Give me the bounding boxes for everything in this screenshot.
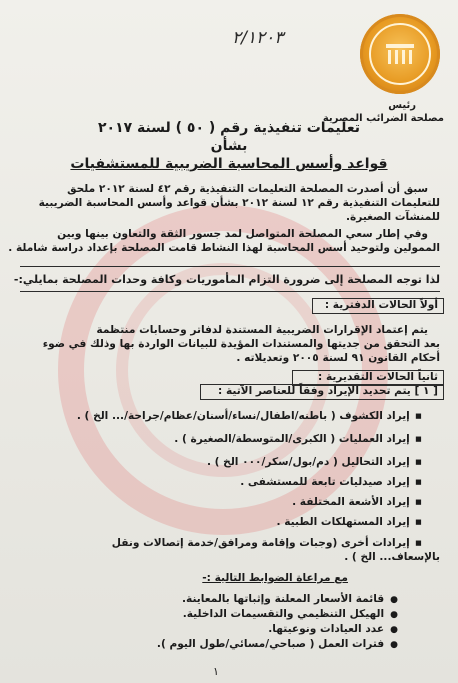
- reference-number: ٢/١٢٠٣: [232, 28, 284, 48]
- section-2-heading: ثانياً الحالات التقديرية :: [318, 371, 438, 383]
- section-1-heading: أولاً الحالات الدفترية :: [324, 299, 438, 311]
- intro-line: وفي إطار سعي المصلحة المتواصل لمد جسور الثقة والتعاون بينها وبين: [57, 228, 428, 240]
- revenue-item: ▪ إيراد الكشوف ( باطنه/اطفال/نساء/أسنان/عظام/جراحة/... الخ ) .: [77, 410, 422, 423]
- header-organization: مصلحة الضرائب المصرية: [322, 113, 444, 124]
- intro-line: للتعليمات التنفيذية رقم ١٢ لسنة ٢٠١٢ بشأن قواعد وأسس المحاسبة الضريبية: [38, 197, 440, 209]
- section-1-text: يتم إعتماد الإقرارات الضريبية المستندة لدفاتر وحسابات منتظمة: [96, 324, 428, 336]
- divider: [20, 266, 440, 267]
- revenue-item: ▪ إيراد العمليات ( الكبرى/المتوسطة/الصغيرة ) .: [174, 433, 422, 446]
- revenue-item: ▪ إيراد الأشعة المختلفة .: [292, 496, 422, 509]
- document-title: تعليمات تنفيذية رقم ( ٥٠ ) لسنة ٢٠١٧: [97, 120, 360, 136]
- revenue-item: ▪ إيراد المستهلكات الطبية .: [277, 516, 422, 529]
- revenue-item: ▪ إيراد التحاليل ( دم/بول/سكر/٠٠٠ الخ ) .: [207, 456, 422, 469]
- control-item: ● قائمة الأسعار المعلنة وإثباتها بالمعاينة.: [182, 593, 398, 607]
- intro-line: للمنشآت الصغيرة.: [345, 211, 440, 223]
- page-number: ١: [213, 665, 219, 678]
- control-item: ● فترات العمل ( صباحي/مسائي/طول اليوم ).: [157, 638, 398, 652]
- section-3-heading: مع مراعاة الضوابط التالية :-: [202, 572, 348, 584]
- control-item: ● الهيكل التنظيمي والتقسيمات الداخلية.: [183, 608, 398, 622]
- section-2-subheading: [ ١ ] يتم تحديد الإيراد وفقاً للعناصر الآتية :: [218, 385, 438, 397]
- intro-line: سبق أن أصدرت المصلحة التعليمات التنفيذية رقم ٤٢ لسنة ٢٠١٢ ملحق: [67, 183, 428, 195]
- directive-text: لذا توجه المصلحة إلى ضرورة التزام المأموريات وكافة وحدات المصلحة بمايلي:-: [13, 273, 440, 286]
- tax-authority-logo: [360, 14, 440, 94]
- header-role: رئيس: [388, 100, 416, 111]
- section-1-text: بعد التحقق من جديتها والمستندات المؤيدة للبيانات الواردة بها وذلك في ضوء: [42, 338, 440, 350]
- revenue-item: ▪ إيرادات أخرى (وجبات وإقامة ومرافق/خدمة إتصالات ونقل: [112, 537, 422, 550]
- section-1-text: أحكام القانون ٩١ لسنة ٢٠٠٥ وتعديلاته .: [236, 352, 440, 364]
- revenue-item-continued: بالإسعاف... الخ ) .: [344, 551, 440, 563]
- divider: [20, 291, 440, 292]
- control-item: ● عدد العيادات ونوعيتها.: [268, 623, 398, 637]
- document-title-regarding: بشأن: [210, 138, 248, 154]
- revenue-item: ▪ إيراد صيدليات تابعة للمستشفى .: [240, 476, 422, 489]
- document-subject: قواعد وأسس المحاسبة الضريبية للمستشفيات: [70, 156, 388, 172]
- intro-line: الممولين ولتوحيد أسس المحاسبة لهذا النشاط قامت المصلحة بإعداد دراسة شاملة .: [8, 242, 440, 254]
